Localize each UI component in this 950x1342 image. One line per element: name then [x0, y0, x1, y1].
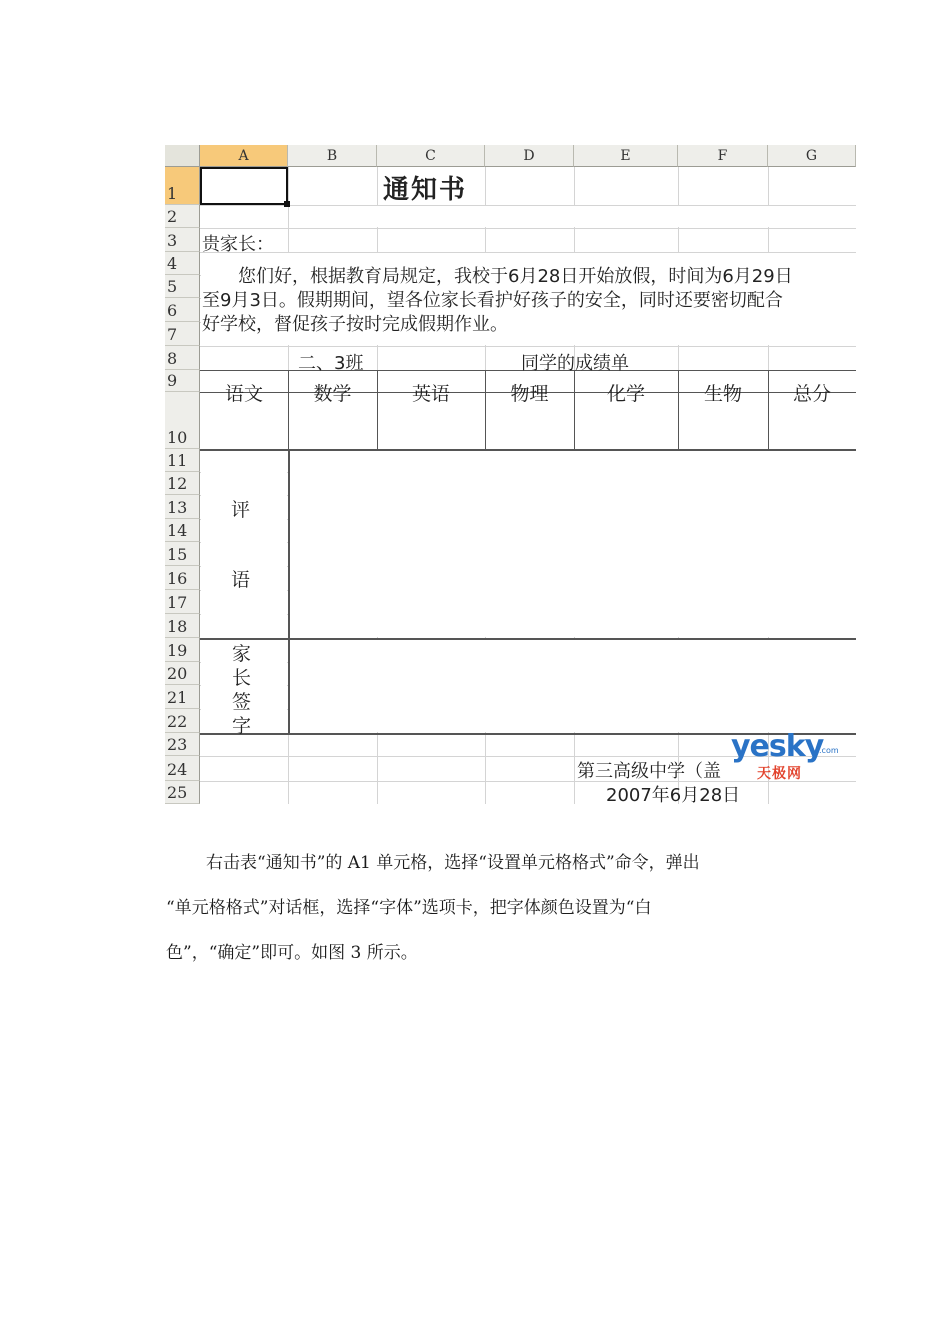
subject-header-5: 化学: [606, 383, 645, 405]
row-header-7[interactable]: 7: [165, 322, 200, 346]
comment-char-1: 评: [231, 499, 251, 521]
row-header-5[interactable]: 5: [165, 275, 200, 298]
paragraph-line-3: 色”，“确定”即可。如图 3 所示。: [166, 943, 418, 963]
notice-line-2: 至9月3日。假期期间，望各位家长看护好孩子的安全，同时还要密切配合: [202, 290, 783, 311]
row-header-12[interactable]: 12: [165, 472, 200, 495]
table-border-column: [288, 370, 289, 450]
column-header-a[interactable]: A: [200, 145, 288, 167]
row-header-2[interactable]: 2: [165, 205, 200, 228]
merged-signature-area: [289, 639, 856, 732]
row-header-21[interactable]: 21: [165, 685, 200, 709]
logo-main-text: yesky: [731, 729, 824, 764]
notice-line-3: 好学校，督促孩子按时完成假期作业。: [202, 314, 508, 335]
row-header-13[interactable]: 13: [165, 495, 200, 519]
yesky-watermark-logo: [731, 729, 856, 789]
column-header-b[interactable]: B: [288, 145, 377, 167]
row-header-10[interactable]: 10: [165, 392, 200, 449]
table-border-column: [574, 370, 575, 450]
school-name: 第三高级中学（盖: [577, 761, 721, 782]
table-border-column: [485, 370, 486, 450]
logo-cn-text: 天极网: [757, 766, 802, 782]
row-header-17[interactable]: 17: [165, 590, 200, 614]
table-border-scores: [200, 449, 856, 451]
subject-header-6: 生物: [703, 383, 742, 405]
row-header-15[interactable]: 15: [165, 542, 200, 566]
spreadsheet-screenshot: [165, 145, 856, 804]
table-border-column: [377, 370, 378, 450]
merged-row-2: [289, 206, 856, 227]
row-header-14[interactable]: 14: [165, 519, 200, 542]
merged-comment-area: [289, 450, 856, 637]
fill-handle[interactable]: [284, 201, 290, 207]
row-header-18[interactable]: 18: [165, 614, 200, 638]
row-header-9[interactable]: 9: [165, 370, 200, 392]
row-header-19[interactable]: 19: [165, 638, 200, 662]
column-header-g[interactable]: G: [768, 145, 856, 167]
signature-char-3: 签: [232, 691, 252, 713]
logo-com-text: .com: [819, 746, 839, 755]
subject-header-7: 总分: [792, 383, 831, 405]
merged-comment-label: [201, 450, 287, 637]
row-header-23[interactable]: 23: [165, 733, 200, 756]
column-header-d[interactable]: D: [485, 145, 574, 167]
row-header-24[interactable]: 24: [165, 756, 200, 781]
column-header-e[interactable]: E: [574, 145, 678, 167]
subject-header-1: 语文: [224, 383, 263, 405]
row-header-16[interactable]: 16: [165, 566, 200, 590]
column-header-f[interactable]: F: [678, 145, 768, 167]
row-header-25[interactable]: 25: [165, 781, 200, 804]
row-header-3[interactable]: 3: [165, 228, 200, 252]
row-header-20[interactable]: 20: [165, 662, 200, 685]
notice-date: 2007年6月28日: [606, 785, 741, 804]
row-header-6[interactable]: 6: [165, 298, 200, 322]
table-border-column: [678, 370, 679, 450]
row-header-8[interactable]: 8: [165, 346, 200, 370]
report-label: 同学的成绩单: [521, 353, 629, 374]
row-header-11[interactable]: 11: [165, 449, 200, 472]
table-border-column: [768, 370, 769, 450]
row-header-22[interactable]: 22: [165, 709, 200, 733]
active-cell-a1[interactable]: [200, 167, 288, 205]
sheet-title: 通知书: [383, 175, 468, 205]
greeting-text: 贵家长：: [202, 234, 274, 255]
table-border-comments: [200, 638, 856, 640]
paragraph-line-1: 右击表“通知书”的 A1 单元格，选择“设置单元格格式”命令，弹出: [206, 853, 700, 873]
signature-char-4: 字: [232, 715, 252, 737]
comment-char-2: 语: [231, 569, 251, 591]
class-label: 二、3班: [298, 353, 364, 374]
row-header-4[interactable]: 4: [165, 252, 200, 275]
signature-char-1: 家: [232, 643, 252, 665]
gridline-horizontal: [200, 228, 856, 229]
subject-header-3: 英语: [411, 383, 450, 405]
subject-header-4: 物理: [510, 383, 549, 405]
gridline-horizontal: [200, 346, 856, 347]
select-all-corner[interactable]: [165, 145, 200, 167]
row-header-1[interactable]: 1: [165, 167, 200, 205]
notice-line-1: 您们好，根据教育局规定，我校于6月28日开始放假，时间为6月29日: [238, 266, 793, 287]
subject-header-2: 数学: [313, 383, 352, 405]
paragraph-line-2: “单元格格式”对话框，选择“字体”选项卡，把字体颜色设置为“白: [166, 898, 652, 918]
table-border-label-column: [288, 449, 290, 734]
signature-char-2: 长: [232, 667, 252, 689]
column-header-c[interactable]: C: [377, 145, 485, 167]
